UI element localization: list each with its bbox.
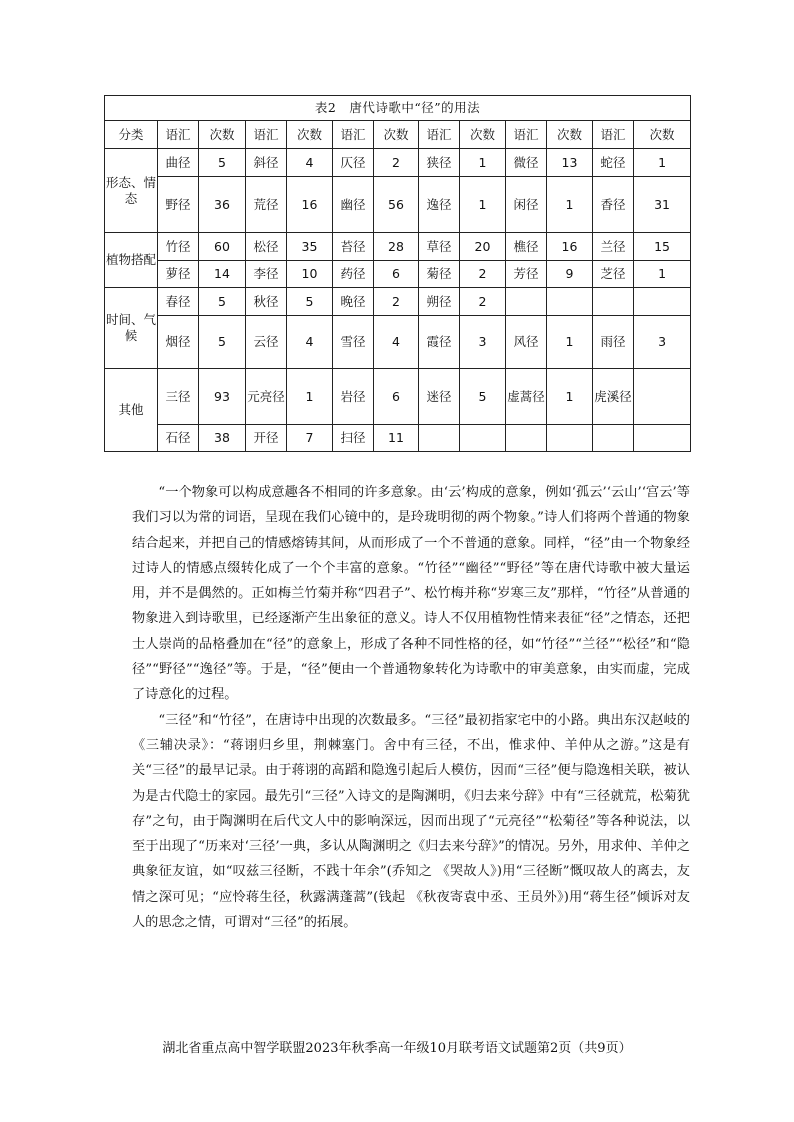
count-cell: [634, 369, 691, 425]
term-cell: 蛇径: [593, 149, 634, 177]
term-cell: 雪径: [333, 316, 374, 369]
header-cell: 语汇: [419, 121, 460, 149]
count-cell: 3: [460, 316, 506, 369]
term-cell: 扫径: [333, 425, 374, 452]
category-cell: 时间、气候: [105, 288, 158, 369]
count-cell: 56: [374, 177, 419, 233]
table-header-row: [105, 121, 691, 149]
table-row: [105, 149, 691, 177]
count-cell: 3: [634, 316, 691, 369]
term-cell: 春径: [158, 288, 199, 316]
term-cell: 曲径: [158, 149, 199, 177]
count-cell: 93: [199, 369, 246, 425]
count-cell: 5: [199, 316, 246, 369]
header-cell: 次数: [634, 121, 691, 149]
count-cell: 1: [287, 369, 333, 425]
article-body: [132, 480, 690, 935]
count-cell: 2: [374, 149, 419, 177]
term-cell: 斜径: [246, 149, 287, 177]
count-cell: 9: [547, 261, 593, 288]
header-cell: 次数: [199, 121, 246, 149]
count-cell: 2: [460, 288, 506, 316]
count-cell: 1: [547, 316, 593, 369]
header-cell: 次数: [547, 121, 593, 149]
count-cell: 4: [287, 316, 333, 369]
term-cell: 竹径: [158, 233, 199, 261]
table-row: [105, 316, 691, 369]
header-cell: 次数: [374, 121, 419, 149]
term-cell: 岩径: [333, 369, 374, 425]
count-cell: 5: [287, 288, 333, 316]
term-cell: 霞径: [419, 316, 460, 369]
count-cell: 36: [199, 177, 246, 233]
term-cell: 萝径: [158, 261, 199, 288]
table-row: [105, 288, 691, 316]
header-cell: 次数: [287, 121, 333, 149]
term-cell: 逸径: [419, 177, 460, 233]
term-cell: 松径: [246, 233, 287, 261]
term-cell: 幽径: [333, 177, 374, 233]
count-cell: 6: [374, 261, 419, 288]
category-cell: 形态、情态: [105, 149, 158, 233]
term-cell: 云径: [246, 316, 287, 369]
count-cell: 16: [287, 177, 333, 233]
term-cell: 樵径: [506, 233, 547, 261]
count-cell: 4: [374, 316, 419, 369]
term-cell: 狭径: [419, 149, 460, 177]
category-cell: 其他: [105, 369, 158, 452]
count-cell: 7: [287, 425, 333, 452]
term-cell: 兰径: [593, 233, 634, 261]
table-row: [105, 233, 691, 261]
term-cell: 三径: [158, 369, 199, 425]
paragraph-sanjing: “三径”和“竹径”，在唐诗中出现的次数最多。“三径”最初指家宅中的小路。典出东汉赵岐的《三辅决录》：“蒋诩归乡里，荆棘塞门。舍中有三径，不出，惟求仲、羊仲从之游。”这是有关“三径”的最早记录。由于蒋诩的高蹈和隐逸引起后人模仿，因而“三径”便与隐逸相关联，被认为是古代隐士的家园。最先引“三径”入诗文的是陶渊明，《归去来兮辞》中有“三径就荒，松菊犹存”之句，由于陶渊明在后代文人中的影响深远，因而出现了“元亮径”“松菊径”等各种说法，以至于出现了“历来对‘三径’一典，多认从陶渊明之《归去来兮辞》”的情况。另外，用求仲、羊仲之典象征友谊，如“叹兹三径断，不践十年余”(乔知之 《哭故人》)用“三径断”慨叹故人的离去，友情之深可见；“应怜蒋生径，秋露满蓬蒿”(钱起 《秋夜寄袁中丞、王员外》)用“蒋生径”倾诉对友人的思念之情，可谓对“三径”的拓展。: [132, 712, 690, 931]
count-cell: 2: [374, 288, 419, 316]
count-cell: 2: [460, 261, 506, 288]
term-cell: 香径: [593, 177, 634, 233]
paragraph-yixiang: “一个物象可以构成意趣各不相同的许多意象。由‘云’构成的意象，例如‘孤云’‘云山’‘宫云’等我们习以为常的词语，呈现在我们心镜中的，是玲珑明彻的两个物象。”诗人们将两个普通的物象结合起来，并把自己的情感熔铸其间，从而形成了一个不普通的意象。同样，“径”由一个物象经过诗人的情感点缀转化成了一个个丰富的意象。“竹径”“幽径”“野径”等在唐代诗歌中被大量运用，并不是偶然的。正如梅兰竹菊并称“四君子”、松竹梅并称“岁寒三友”那样，“竹径”从普通的物象进入到诗歌里，已经逐渐产生出象征的意义。诗人不仅用植物性情来表征“径”之情态，还把士人崇尚的品格叠加在“径”的意象上，形成了各种不同性格的径，如“竹径”“兰径”“松径”和“隐径”“野径”“逸径”等。于是，“径”便由一个普通物象转化为诗歌中的审美意象，由实而虚，完成了诗意化的过程。: [132, 485, 690, 703]
term-cell: 晚径: [333, 288, 374, 316]
header-cell: 分类: [105, 121, 158, 149]
term-cell: [506, 425, 547, 452]
term-cell: 药径: [333, 261, 374, 288]
term-cell: 荒径: [246, 177, 287, 233]
term-cell: 芳径: [506, 261, 547, 288]
term-cell: 李径: [246, 261, 287, 288]
term-cell: [593, 288, 634, 316]
term-cell: [506, 288, 547, 316]
count-cell: 38: [199, 425, 246, 452]
term-cell: 虚蒿径: [506, 369, 547, 425]
count-cell: 28: [374, 233, 419, 261]
term-cell: 开径: [246, 425, 287, 452]
count-cell: 14: [199, 261, 246, 288]
count-cell: 31: [634, 177, 691, 233]
count-cell: 13: [547, 149, 593, 177]
term-cell: 石径: [158, 425, 199, 452]
count-cell: 1: [460, 177, 506, 233]
count-cell: [634, 425, 691, 452]
count-cell: 1: [460, 149, 506, 177]
count-cell: 6: [374, 369, 419, 425]
count-cell: [460, 425, 506, 452]
count-cell: 5: [199, 288, 246, 316]
count-cell: 5: [460, 369, 506, 425]
term-cell: 风径: [506, 316, 547, 369]
header-cell: 语汇: [506, 121, 547, 149]
count-cell: 1: [634, 261, 691, 288]
term-cell: 元亮径: [246, 369, 287, 425]
count-cell: 1: [547, 177, 593, 233]
count-cell: [634, 288, 691, 316]
term-cell: [419, 425, 460, 452]
header-cell: 语汇: [593, 121, 634, 149]
count-cell: 15: [634, 233, 691, 261]
header-cell: 语汇: [158, 121, 199, 149]
term-cell: [593, 425, 634, 452]
count-cell: 4: [287, 149, 333, 177]
count-cell: 20: [460, 233, 506, 261]
term-cell: 草径: [419, 233, 460, 261]
count-cell: [547, 425, 593, 452]
term-cell: 闲径: [506, 177, 547, 233]
count-cell: 16: [547, 233, 593, 261]
term-cell: 秋径: [246, 288, 287, 316]
term-cell: 微径: [506, 149, 547, 177]
count-cell: 1: [634, 149, 691, 177]
term-cell: 菊径: [419, 261, 460, 288]
term-cell: 苔径: [333, 233, 374, 261]
header-cell: 次数: [460, 121, 506, 149]
count-cell: [547, 288, 593, 316]
table-row: [105, 261, 691, 288]
jing-usage-table: [104, 95, 691, 452]
table-row: [105, 369, 691, 425]
category-cell: 植物搭配: [105, 233, 158, 288]
header-cell: 语汇: [246, 121, 287, 149]
term-cell: 雨径: [593, 316, 634, 369]
table-row: [105, 177, 691, 233]
count-cell: 60: [199, 233, 246, 261]
term-cell: 仄径: [333, 149, 374, 177]
count-cell: 35: [287, 233, 333, 261]
table-row: [105, 425, 691, 452]
count-cell: 11: [374, 425, 419, 452]
term-cell: 朔径: [419, 288, 460, 316]
page-footer: 湖北省重点高中智学联盟2023年秋季高一年级10月联考语文试题第2页（共9页）: [162, 1041, 632, 1056]
header-cell: 语汇: [333, 121, 374, 149]
count-cell: 10: [287, 261, 333, 288]
term-cell: 烟径: [158, 316, 199, 369]
table-caption: 表2 唐代诗歌中“径”的用法: [105, 96, 691, 121]
count-cell: 1: [547, 369, 593, 425]
term-cell: 野径: [158, 177, 199, 233]
count-cell: 5: [199, 149, 246, 177]
term-cell: 芝径: [593, 261, 634, 288]
term-cell: 虎溪径: [593, 369, 634, 425]
term-cell: 迷径: [419, 369, 460, 425]
